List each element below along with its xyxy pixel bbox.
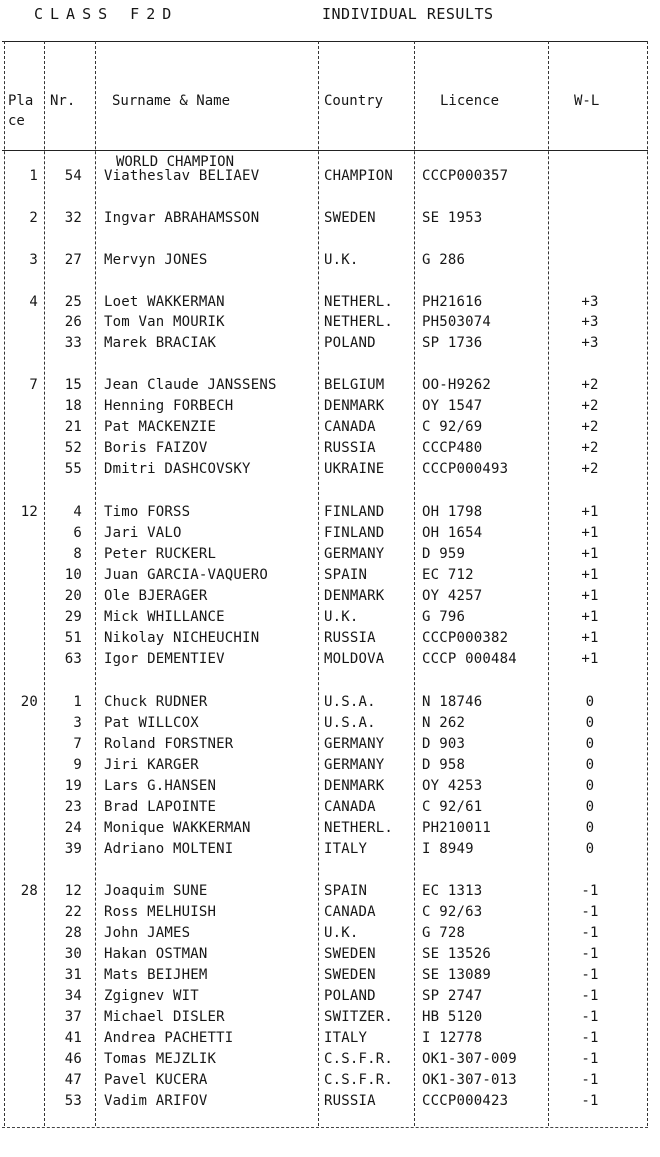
row-wl: -1: [581, 988, 599, 1004]
row-licence: C 92/63: [422, 904, 483, 920]
row-licence: CCCP000493: [422, 461, 509, 477]
row-country: SWEDEN: [324, 210, 376, 226]
row-licence: N 18746: [422, 694, 483, 710]
row-wl: +1: [581, 651, 599, 667]
row-wl: -1: [581, 946, 599, 962]
row-country: SWITZER.: [324, 1009, 394, 1025]
row-name: Ross MELHUISH: [104, 904, 217, 920]
row-nr: 33: [64, 335, 82, 351]
row-nr: 1: [73, 694, 82, 710]
row-country: DENMARK: [324, 398, 385, 414]
row-country: UKRAINE: [324, 461, 385, 477]
row-country: GERMANY: [324, 757, 385, 773]
row-wl: 0: [585, 778, 595, 794]
row-licence: EC 1313: [422, 883, 483, 899]
row-wl: -1: [581, 967, 599, 983]
header-bottom-rule: [2, 150, 648, 151]
row-country: ITALY: [324, 1030, 368, 1046]
row-wl: -1: [581, 1051, 599, 1067]
row-place: 12: [20, 504, 38, 520]
row-nr: 28: [64, 925, 82, 941]
row-licence: I 12778: [422, 1030, 483, 1046]
col-header-nr: Nr.: [50, 93, 76, 109]
row-licence: SP 2747: [422, 988, 483, 1004]
row-country: CANADA: [324, 799, 376, 815]
row-wl: +1: [581, 525, 599, 541]
row-place: 28: [20, 883, 38, 899]
row-name: Timo FORSS: [104, 504, 191, 520]
row-wl: +2: [581, 377, 599, 393]
row-country: CHAMPION: [324, 168, 394, 184]
row-nr: 3: [73, 715, 82, 731]
row-country: NETHERL.: [324, 314, 394, 330]
row-wl: -1: [581, 925, 599, 941]
row-licence: CCCP 000484: [422, 651, 517, 667]
row-nr: 22: [64, 904, 82, 920]
row-wl: -1: [581, 1030, 599, 1046]
row-country: U.S.A.: [324, 715, 376, 731]
row-licence: OY 1547: [422, 398, 483, 414]
row-country: RUSSIA: [324, 440, 376, 456]
row-country: POLAND: [324, 335, 376, 351]
row-licence: OK1-307-013: [422, 1072, 517, 1088]
row-licence: SE 1953: [422, 210, 483, 226]
row-name: Dmitri DASHCOVSKY: [104, 461, 251, 477]
row-name: Peter RUCKERL: [104, 546, 217, 562]
row-wl: +1: [581, 567, 599, 583]
row-nr: 31: [64, 967, 82, 983]
row-licence: PH21616: [422, 294, 483, 310]
row-licence: OH 1654: [422, 525, 483, 541]
row-nr: 53: [64, 1093, 82, 1109]
row-nr: 55: [64, 461, 82, 477]
row-licence: D 958: [422, 757, 466, 773]
row-name: Hakan OSTMAN: [104, 946, 208, 962]
row-nr: 25: [64, 294, 82, 310]
page-title: INDIVIDUAL RESULTS: [322, 5, 494, 23]
col-header-name: Surname & Name: [112, 93, 231, 109]
row-nr: 30: [64, 946, 82, 962]
column-divider: [548, 41, 549, 1126]
row-wl: -1: [581, 1009, 599, 1025]
row-licence: N 262: [422, 715, 466, 731]
row-name: Monique WAKKERMAN: [104, 820, 251, 836]
row-wl: -1: [581, 904, 599, 920]
row-name: Mick WHILLANCE: [104, 609, 225, 625]
row-wl: -1: [581, 1072, 599, 1088]
row-wl: +1: [581, 609, 599, 625]
row-country: CANADA: [324, 419, 376, 435]
row-country: DENMARK: [324, 778, 385, 794]
row-name: Pat MACKENZIE: [104, 419, 217, 435]
row-name: Roland FORSTNER: [104, 736, 234, 752]
row-nr: 4: [73, 504, 82, 520]
column-divider: [4, 41, 5, 1126]
row-name: Viatheslav BELIAEV: [104, 168, 260, 184]
row-name: Pat WILLCOX: [104, 715, 199, 731]
row-wl: +2: [581, 440, 599, 456]
row-name: Vadim ARIFOV: [104, 1093, 208, 1109]
row-name: Lars G.HANSEN: [104, 778, 217, 794]
row-wl: -1: [581, 1093, 599, 1109]
row-wl: 0: [585, 757, 595, 773]
row-nr: 51: [64, 630, 82, 646]
row-country: C.S.F.R.: [324, 1051, 394, 1067]
row-name: Mats BEIJHEM: [104, 967, 208, 983]
col-header-licence: Licence: [440, 93, 500, 109]
row-wl: +1: [581, 630, 599, 646]
row-country: ITALY: [324, 841, 368, 857]
row-nr: 47: [64, 1072, 82, 1088]
row-licence: OK1-307-009: [422, 1051, 517, 1067]
row-nr: 10: [64, 567, 82, 583]
row-country: DENMARK: [324, 588, 385, 604]
row-licence: C 92/61: [422, 799, 483, 815]
row-country: FINLAND: [324, 504, 385, 520]
row-name: Ole BJERAGER: [104, 588, 208, 604]
row-wl: +2: [581, 398, 599, 414]
row-nr: 52: [64, 440, 82, 456]
row-country: SWEDEN: [324, 967, 376, 983]
row-licence: OY 4253: [422, 778, 483, 794]
row-wl: +3: [581, 314, 599, 330]
row-nr: 15: [64, 377, 82, 393]
row-licence: PH503074: [422, 314, 492, 330]
row-licence: OH 1798: [422, 504, 483, 520]
row-country: U.S.A.: [324, 694, 376, 710]
column-divider: [44, 41, 45, 1126]
row-nr: 12: [64, 883, 82, 899]
row-country: POLAND: [324, 988, 376, 1004]
column-divider: [647, 41, 648, 1126]
row-name: Chuck RUDNER: [104, 694, 208, 710]
row-name: Brad LAPOINTE: [104, 799, 217, 815]
row-licence: G 286: [422, 252, 466, 268]
row-place: 7: [29, 377, 38, 393]
row-nr: 26: [64, 314, 82, 330]
row-wl: +2: [581, 461, 599, 477]
row-licence: CCCP000382: [422, 630, 509, 646]
row-name: Juan GARCIA-VAQUERO: [104, 567, 268, 583]
row-name: Jari VALO: [104, 525, 182, 541]
row-name: Mervyn JONES: [104, 252, 208, 268]
row-country: RUSSIA: [324, 1093, 376, 1109]
table-top-rule: [2, 41, 648, 42]
row-name: Joaquim SUNE: [104, 883, 208, 899]
row-licence: SE 13089: [422, 967, 492, 983]
row-name: John JAMES: [104, 925, 191, 941]
world-champion-label: WORLD CHAMPION: [116, 154, 235, 170]
row-country: SPAIN: [324, 567, 368, 583]
column-divider: [318, 41, 319, 1126]
row-name: Loet WAKKERMAN: [104, 294, 225, 310]
row-name: Adriano MOLTENI: [104, 841, 234, 857]
row-name: Tom Van MOURIK: [104, 314, 225, 330]
column-divider: [414, 41, 415, 1126]
row-name: Jean Claude JANSSENS: [104, 377, 277, 393]
row-wl: +1: [581, 546, 599, 562]
row-licence: D 959: [422, 546, 466, 562]
row-wl: 0: [585, 799, 595, 815]
row-country: NETHERL.: [324, 294, 394, 310]
col-header-country: Country: [324, 93, 384, 109]
row-nr: 46: [64, 1051, 82, 1067]
row-country: SWEDEN: [324, 946, 376, 962]
row-place: 2: [29, 210, 38, 226]
row-nr: 29: [64, 609, 82, 625]
row-country: U.K.: [324, 609, 359, 625]
row-wl: 0: [585, 736, 595, 752]
row-licence: G 796: [422, 609, 466, 625]
row-country: MOLDOVA: [324, 651, 385, 667]
row-licence: EC 712: [422, 567, 474, 583]
row-licence: HB 5120: [422, 1009, 483, 1025]
col-header-wl: W-L: [574, 93, 600, 109]
row-licence: G 728: [422, 925, 466, 941]
row-place: 3: [29, 252, 38, 268]
class-label: CLASS F2D: [34, 5, 179, 23]
row-country: U.K.: [324, 252, 359, 268]
row-country: BELGIUM: [324, 377, 385, 393]
row-licence: C 92/69: [422, 419, 483, 435]
row-place: 1: [29, 168, 38, 184]
row-licence: SE 13526: [422, 946, 492, 962]
row-wl: +3: [581, 335, 599, 351]
row-nr: 8: [73, 546, 82, 562]
row-name: Henning FORBECH: [104, 398, 234, 414]
row-country: U.K.: [324, 925, 359, 941]
row-nr: 54: [64, 168, 82, 184]
row-country: C.S.F.R.: [324, 1072, 394, 1088]
row-name: Pavel KUCERA: [104, 1072, 208, 1088]
row-name: Zgignev WIT: [104, 988, 199, 1004]
row-licence: PH210011: [422, 820, 492, 836]
row-country: NETHERL.: [324, 820, 394, 836]
row-country: CANADA: [324, 904, 376, 920]
row-nr: 7: [73, 736, 82, 752]
col-header-place-cont: ce: [8, 113, 25, 129]
row-name: Tomas MEJZLIK: [104, 1051, 217, 1067]
row-wl: +2: [581, 419, 599, 435]
row-name: Michael DISLER: [104, 1009, 225, 1025]
row-licence: CCCP480: [422, 440, 483, 456]
column-divider: [95, 41, 96, 1126]
row-licence: OY 4257: [422, 588, 483, 604]
row-nr: 27: [64, 252, 82, 268]
row-nr: 32: [64, 210, 82, 226]
row-nr: 24: [64, 820, 82, 836]
row-country: GERMANY: [324, 736, 385, 752]
row-name: Ingvar ABRAHAMSSON: [104, 210, 260, 226]
row-nr: 63: [64, 651, 82, 667]
table-bottom-rule: [2, 1127, 648, 1128]
row-name: Marek BRACIAK: [104, 335, 217, 351]
row-nr: 41: [64, 1030, 82, 1046]
row-nr: 20: [64, 588, 82, 604]
row-country: FINLAND: [324, 525, 385, 541]
row-licence: CCCP000423: [422, 1093, 509, 1109]
row-licence: OO-H9262: [422, 377, 492, 393]
row-place: 4: [29, 294, 38, 310]
row-name: Nikolay NICHEUCHIN: [104, 630, 260, 646]
row-wl: 0: [585, 841, 595, 857]
row-wl: -1: [581, 883, 599, 899]
row-name: Andrea PACHETTI: [104, 1030, 234, 1046]
row-nr: 34: [64, 988, 82, 1004]
row-name: Igor DEMENTIEV: [104, 651, 225, 667]
row-nr: 18: [64, 398, 82, 414]
row-country: RUSSIA: [324, 630, 376, 646]
row-nr: 23: [64, 799, 82, 815]
row-nr: 19: [64, 778, 82, 794]
row-country: SPAIN: [324, 883, 368, 899]
row-licence: SP 1736: [422, 335, 483, 351]
row-licence: I 8949: [422, 841, 474, 857]
row-licence: CCCP000357: [422, 168, 509, 184]
row-nr: 21: [64, 419, 82, 435]
row-nr: 9: [73, 757, 82, 773]
row-name: Boris FAIZOV: [104, 440, 208, 456]
row-nr: 6: [73, 525, 82, 541]
row-licence: D 903: [422, 736, 466, 752]
row-wl: +1: [581, 504, 599, 520]
row-nr: 37: [64, 1009, 82, 1025]
row-country: GERMANY: [324, 546, 385, 562]
row-wl: +1: [581, 588, 599, 604]
row-place: 20: [20, 694, 38, 710]
row-name: Jiri KARGER: [104, 757, 199, 773]
row-wl: 0: [585, 820, 595, 836]
row-nr: 39: [64, 841, 82, 857]
row-wl: 0: [585, 694, 595, 710]
col-header-place: Pla: [8, 93, 34, 109]
row-wl: +3: [581, 294, 599, 310]
row-wl: 0: [585, 715, 595, 731]
